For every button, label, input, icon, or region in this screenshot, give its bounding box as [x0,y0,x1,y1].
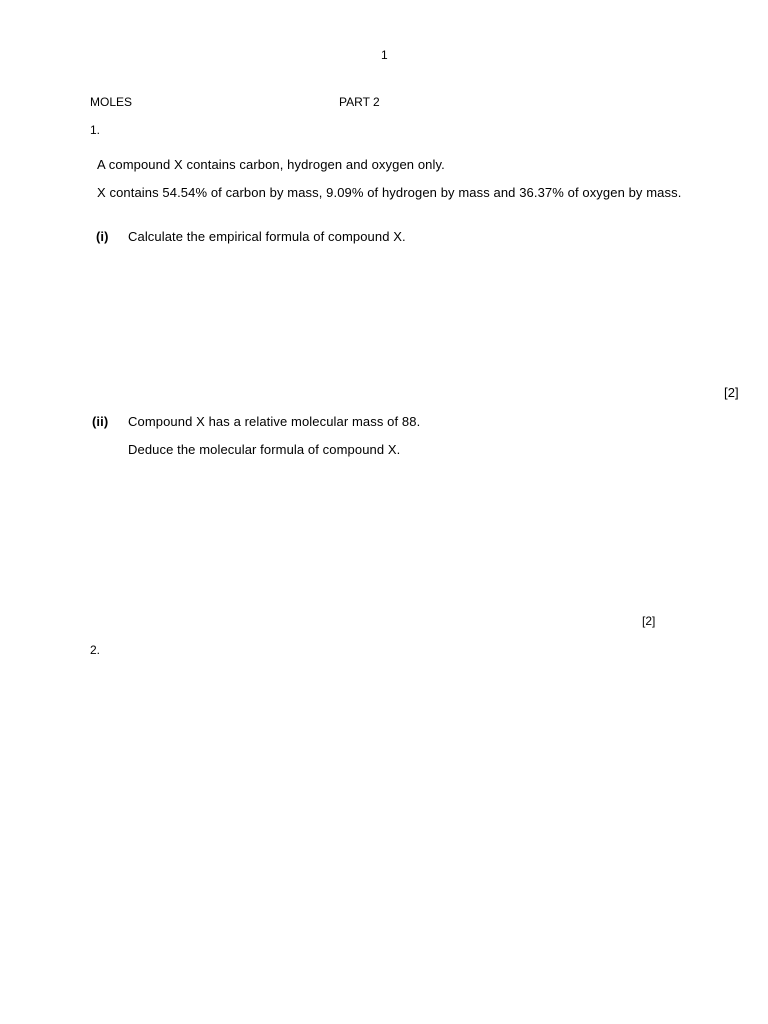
question-1-number: 1. [90,123,101,137]
part-ii-label: (ii) [92,414,109,429]
question-1-data: X contains 54.54% of carbon by mass, 9.09% of hydrogen by mass and 36.37% of oxygen by mass. [97,185,682,200]
page-number: 1 [381,48,388,62]
part-i-marks: [2] [724,385,739,400]
part-ii-text-2: Deduce the molecular formula of compound X. [128,442,401,457]
part-i-label: (i) [96,229,109,244]
part-i-text: Calculate the empirical formula of compound X. [128,229,406,244]
part-ii-marks: [2] [642,614,656,628]
header-title: MOLES [90,95,133,109]
question-2-number: 2. [90,643,101,657]
header-part: PART 2 [339,95,380,109]
part-ii-text-1: Compound X has a relative molecular mass of 88. [128,414,421,429]
question-1-intro: A compound X contains carbon, hydrogen and oxygen only. [97,157,445,172]
